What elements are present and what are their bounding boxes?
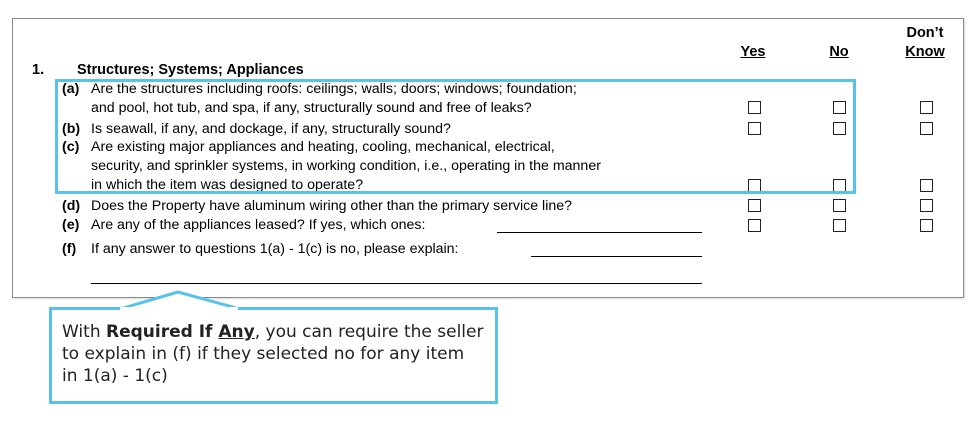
item-e-dont-know-checkbox[interactable] [920,219,933,232]
item-e-question: Are any of the appliances leased? If yes, which ones: [91,217,426,233]
item-d-yes-checkbox[interactable] [748,199,761,212]
item-f-question: If any answer to questions 1(a) - 1(c) is no, please explain: [91,241,459,257]
item-c-question-line2: security, and sprinkler systems, in working condition, i.e., operating in the manner [91,158,601,174]
item-a-label: (a) [62,81,80,97]
item-b-label: (b) [62,121,81,137]
dont-know-header-line1: Don’t [906,25,944,41]
yes-column-header: Yes [740,44,766,60]
item-c-question-line1: Are existing major appliances and heating, cooling, mechanical, electrical, [91,139,555,155]
item-e-label: (e) [62,217,80,233]
callout-bold-text: Required If [106,322,219,342]
item-b-question: Is seawall, if any, and dockage, if any, structurally sound? [91,121,451,137]
item-e-no-checkbox[interactable] [833,219,846,232]
section-number: 1. [32,62,45,78]
item-a-question-line2: and pool, hot tub, and spa, if any, structurally sound and free of leaks? [91,100,532,116]
item-a-dont-know-checkbox[interactable] [920,101,933,114]
callout-suffix: , you can require the seller to explain in (f) if they selected no for any item in 1(a) - 1(c) [62,322,484,386]
item-f-label: (f) [62,241,77,257]
item-f-explain-line[interactable] [91,283,702,284]
item-d-no-checkbox[interactable] [833,199,846,212]
item-c-label: (c) [62,139,80,155]
callout-bold-underlined: Any [218,322,255,342]
dont-know-header-line2: Know [905,44,945,60]
item-d-label: (d) [62,198,81,214]
item-d-question: Does the Property have aluminum wiring other than the primary service line? [91,198,573,214]
item-a-question-line1: Are the structures including roofs: ceilings; walls; doors; windows; foundation; [91,81,577,97]
callout-tooltip [49,307,498,404]
item-f-answer-line[interactable] [531,256,702,257]
item-d-dont-know-checkbox[interactable] [920,199,933,212]
highlight-box-items-a-c [55,79,856,194]
item-c-dont-know-checkbox[interactable] [920,179,933,192]
item-e-answer-line[interactable] [497,232,702,233]
item-b-dont-know-checkbox[interactable] [920,122,933,135]
dont-know-column-header [898,24,952,62]
no-column-header: No [829,44,849,60]
callout-prefix: With [62,322,107,342]
section-title: Structures; Systems; Appliances [77,62,304,78]
item-e-yes-checkbox[interactable] [748,219,761,232]
callout-pointer-joint [120,307,238,311]
item-c-question-line3: in which the item was designed to operate? [91,177,364,193]
